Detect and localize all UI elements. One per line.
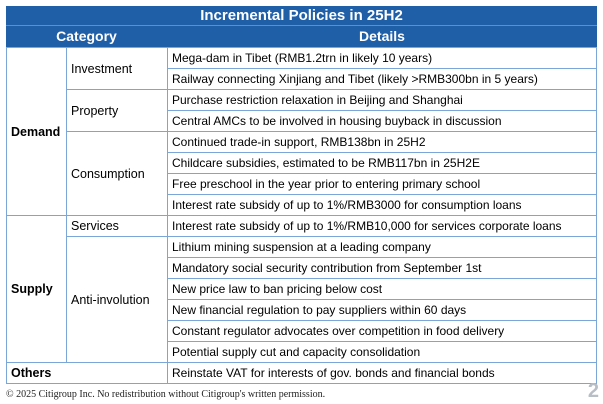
table-row [7, 90, 597, 111]
detail-cell: New price law to ban pricing below cost [168, 279, 597, 300]
table-title: Incremental Policies in 25H2 [6, 6, 597, 25]
policy-table-frame [6, 6, 597, 384]
detail-cell: Mandatory social security contribution from September 1st [168, 258, 597, 279]
detail-cell: Central AMCs to be involved in housing buyback in discussion [168, 111, 597, 132]
table-row [7, 363, 597, 384]
subcategory-property: Property [67, 90, 168, 132]
detail-cell: Potential supply cut and capacity consolidation [168, 342, 597, 363]
category-demand: Demand [7, 48, 67, 216]
detail-cell: Lithium mining suspension at a leading company [168, 237, 597, 258]
detail-cell: Purchase restriction relaxation in Beijing and Shanghai [168, 90, 597, 111]
category-others: Others [7, 363, 168, 384]
detail-cell: Interest rate subsidy of up to 1%/RMB3000 for consumption loans [168, 195, 597, 216]
table-row [7, 237, 597, 258]
detail-cell: Reinstate VAT for interests of gov. bonds and financial bonds [168, 363, 597, 384]
page-number: 2 [587, 380, 599, 402]
table-row [7, 216, 597, 237]
copyright-footer: © 2025 Citigroup Inc. No redistribution without Citigroup's written permission. [6, 389, 326, 400]
policy-table [6, 47, 597, 384]
subcategory-investment: Investment [67, 48, 168, 90]
category-supply: Supply [7, 216, 67, 363]
detail-cell: Constant regulator advocates over competition in food delivery [168, 321, 597, 342]
subcategory-consumption: Consumption [67, 132, 168, 216]
detail-cell: Railway connecting Xinjiang and Tibet (likely >RMB300bn in 5 years) [168, 69, 597, 90]
detail-cell: Continued trade-in support, RMB138bn in 25H2 [168, 132, 597, 153]
table-row [7, 132, 597, 153]
table-row [7, 48, 597, 69]
table-header-row [6, 25, 597, 47]
category-header: Category [56, 28, 117, 44]
detail-cell: Childcare subsidies, estimated to be RMB117bn in 25H2E [168, 153, 597, 174]
detail-cell: Free preschool in the year prior to entering primary school [168, 174, 597, 195]
subcategory-services: Services [67, 216, 168, 237]
details-header: Details [359, 28, 405, 44]
detail-cell: Interest rate subsidy of up to 1%/RMB10,000 for services corporate loans [168, 216, 597, 237]
detail-cell: Mega-dam in Tibet (RMB1.2trn in likely 10 years) [168, 48, 597, 69]
detail-cell: New financial regulation to pay suppliers within 60 days [168, 300, 597, 321]
subcategory-anti-involution: Anti-involution [67, 237, 168, 363]
